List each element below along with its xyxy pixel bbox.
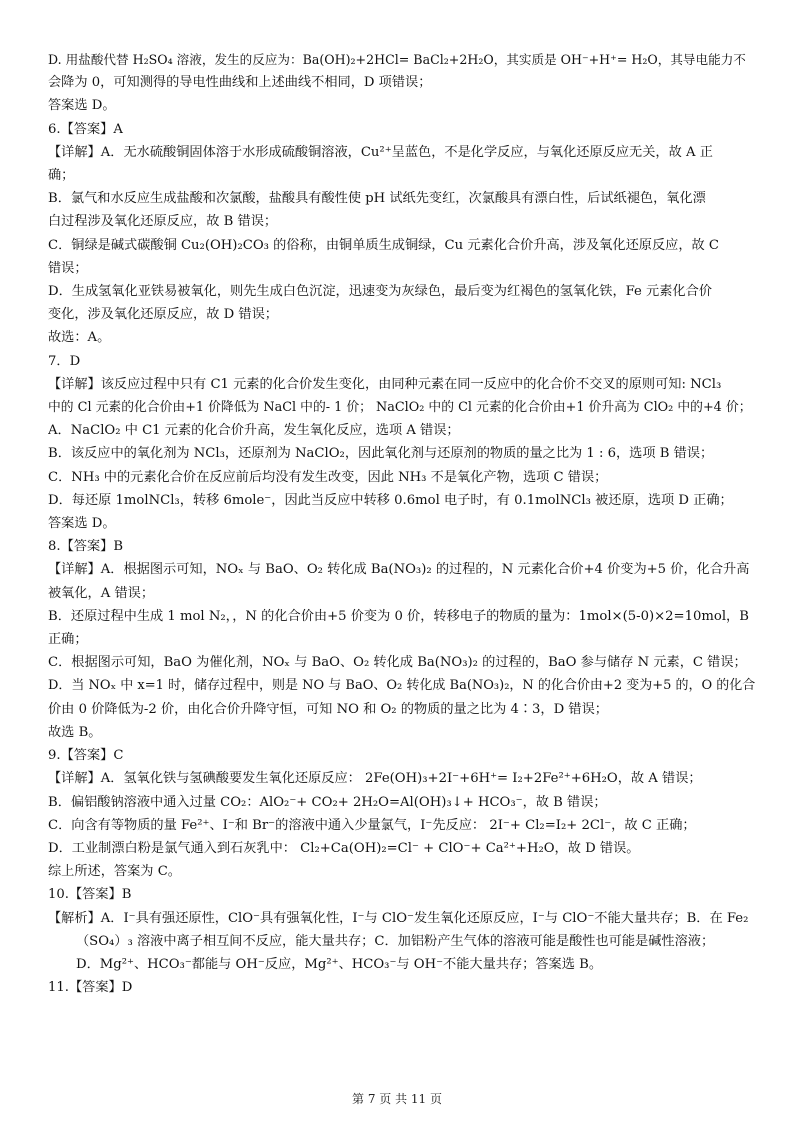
document-body: [48, 48, 756, 999]
question-answer-heading: 8.【答案】B: [48, 539, 124, 555]
text-line: 被氧化，A 错误；: [48, 585, 155, 601]
text-line: 【解析】A．I⁻具有强还原性，ClO⁻具有强氧化性，I⁻与 ClO⁻发生氧化还原反应，I⁻与 ClO⁻不能大量共存；B．在 Fe₂: [48, 910, 749, 926]
text-line: 综上所述，答案为 C。: [48, 864, 181, 880]
text-line: D．每还原 1molNCl₃，转移 6mole⁻，因此当反应中转移 0.6mol 电子时，有 0.1molNCl₃ 被还原，选项 D 正确；: [48, 492, 733, 508]
text-line: 正确；: [48, 632, 88, 648]
text-line: C．NH₃ 中的元素化合价在反应前后均没有发生改变，因此 NH₃ 不是氧化产物，选项 C 错误；: [48, 469, 608, 485]
page-number-footer: 第 7 页 共 11 页: [352, 1092, 442, 1106]
question-answer-heading: 10.【答案】B: [48, 887, 132, 903]
text-line: B．氯气和水反应生成盐酸和次氯酸，盐酸具有酸性使 pH 试纸先变红，次氯酸具有漂白性，后试纸褪色，氧化漂: [48, 191, 706, 207]
text-line: 【详解】该反应过程中只有 C1 元素的化合价发生变化，由同种元素在同一反应中的化合价不交叉的原则可知: NCl₃: [48, 376, 722, 392]
text-line: 答案选 D。: [48, 98, 116, 114]
text-line: 确；: [48, 168, 75, 184]
text-line: 中的 Cl 元素的化合价由+1 价降低为 NaCl 中的- 1 价； NaClO₂ 中的 Cl 元素的化合价由+1 价升高为 ClO₂ 中的+4 价；: [48, 400, 752, 416]
text-line: 变化，涉及氧化还原反应，故 D 错误；: [48, 307, 278, 323]
text-line: D．工业制漂白粉是氯气通入到石灰乳中： Cl₂+Ca(OH)₂=Cl⁻ + ClO⁻+ Ca²⁺+H₂O，故 D 错误。: [48, 840, 640, 856]
text-line: 【详解】A．根据图示可知，NOₓ 与 BaO、O₂ 转化成 Ba(NO₃)₂ 的过程的，N 元素化合价+4 价变为+5 价，化合升高: [48, 562, 750, 578]
text-line: 故选 B。: [48, 724, 102, 740]
text-line: 答案选 D。: [48, 516, 116, 532]
text-line: D．当 NOₓ 中 x=1 时，储存过程中，则是 NO 与 BaO、O₂ 转化成 Ba(NO₃)₂，N 的化合价由+2 变为+5 的，O 的化合: [48, 678, 756, 694]
text-line: 故选：A。: [48, 330, 111, 346]
text-line: C．铜绿是碱式碳酸铜 Cu₂(OH)₂CO₃ 的俗称，由铜单质生成铜绿，Cu 元素化合价升高，涉及氧化还原反应，故 C: [48, 237, 719, 253]
question-answer-heading: 11.【答案】D: [48, 980, 133, 996]
question-answer-heading: 9.【答案】C: [48, 748, 124, 764]
text-line: D．生成氢氧化亚铁易被氧化，则先生成白色沉淀，迅速变为灰绿色，最后变为红褐色的氢氧化铁，Fe 元素化合价: [48, 284, 712, 300]
text-line: 错误；: [48, 260, 88, 276]
text-line: D. 用盐酸代替 H₂SO₄ 溶液，发生的反应为：Ba(OH)₂+2HCl= BaCl₂+2H₂O，其实质是 OH⁻+H⁺= H₂O，其导电能力不: [48, 52, 746, 67]
text-line: 【详解】A．无水硫酸铜固体溶于水形成硫酸铜溶液，Cu²⁺呈蓝色，不是化学反应，与氧化还原反应无关，故 A 正: [48, 144, 713, 160]
text-line: B．该反应中的氧化剂为 NCl₃，还原剂为 NaClO₂，因此氧化剂与还原剂的物质的量之比为 1 : 6，选项 B 错误；: [48, 446, 714, 462]
text-line: C．根据图示可知，BaO 为催化剂，NOₓ 与 BaO、O₂ 转化成 Ba(NO₃)₂ 的过程的，BaO 参与储存 N 元素，C 错误；: [48, 655, 747, 671]
text-line: D．Mg²⁺、HCO₃⁻都能与 OH⁻反应，Mg²⁺、HCO₃⁻与 OH⁻不能大量共存；答案选 B。: [76, 956, 603, 972]
text-line: A．NaClO₂ 中 C1 元素的化合价升高，发生氧化反应，选项 A 错误；: [48, 423, 460, 439]
question-answer-heading: 6.【答案】A: [48, 121, 123, 137]
question-answer-heading: 7．D: [48, 353, 81, 369]
text-line: 价由 0 价降低为-2 价，由化合价升降守恒，可知 NO 和 O₂ 的物质的量之比为 4∶3，D 错误；: [48, 701, 608, 717]
text-line: 【详解】A．氢氧化铁与氢碘酸要发生氧化还原反应： 2Fe(OH)₃+2I⁻+6H⁺= I₂+2Fe²⁺+6H₂O，故 A 错误；: [48, 771, 702, 787]
text-line: 白过程涉及氧化还原反应，故 B 错误；: [48, 214, 278, 230]
text-line: B．偏铝酸钠溶液中通入过量 CO₂：AlO₂⁻+ CO₂+ 2H₂O=Al(OH)₃↓+ HCO₃⁻，故 B 错误；: [48, 794, 607, 810]
text-line: B．还原过程中生成 1 mol N₂，，N 的化合价由+5 价变为 0 价，转移电子的物质的量为：1mol×(5-0)×2=10mol，B: [48, 608, 749, 624]
text-line: C．向含有等物质的量 Fe²⁺、I⁻和 Br⁻的溶液中通入少量氯气，I⁻先反应： 2I⁻+ Cl₂=I₂+ 2Cl⁻，故 C 正确；: [48, 817, 696, 833]
text-line: （SO₄）₃ 溶液中离子相互间不反应，能大量共存；C．加铝粉产生气体的溶液可能是酸性也可能是碱性溶液；: [76, 933, 715, 949]
text-line: 会降为 0，可知测得的导电性曲线和上述曲线不相同，D 项错误；: [48, 75, 432, 91]
